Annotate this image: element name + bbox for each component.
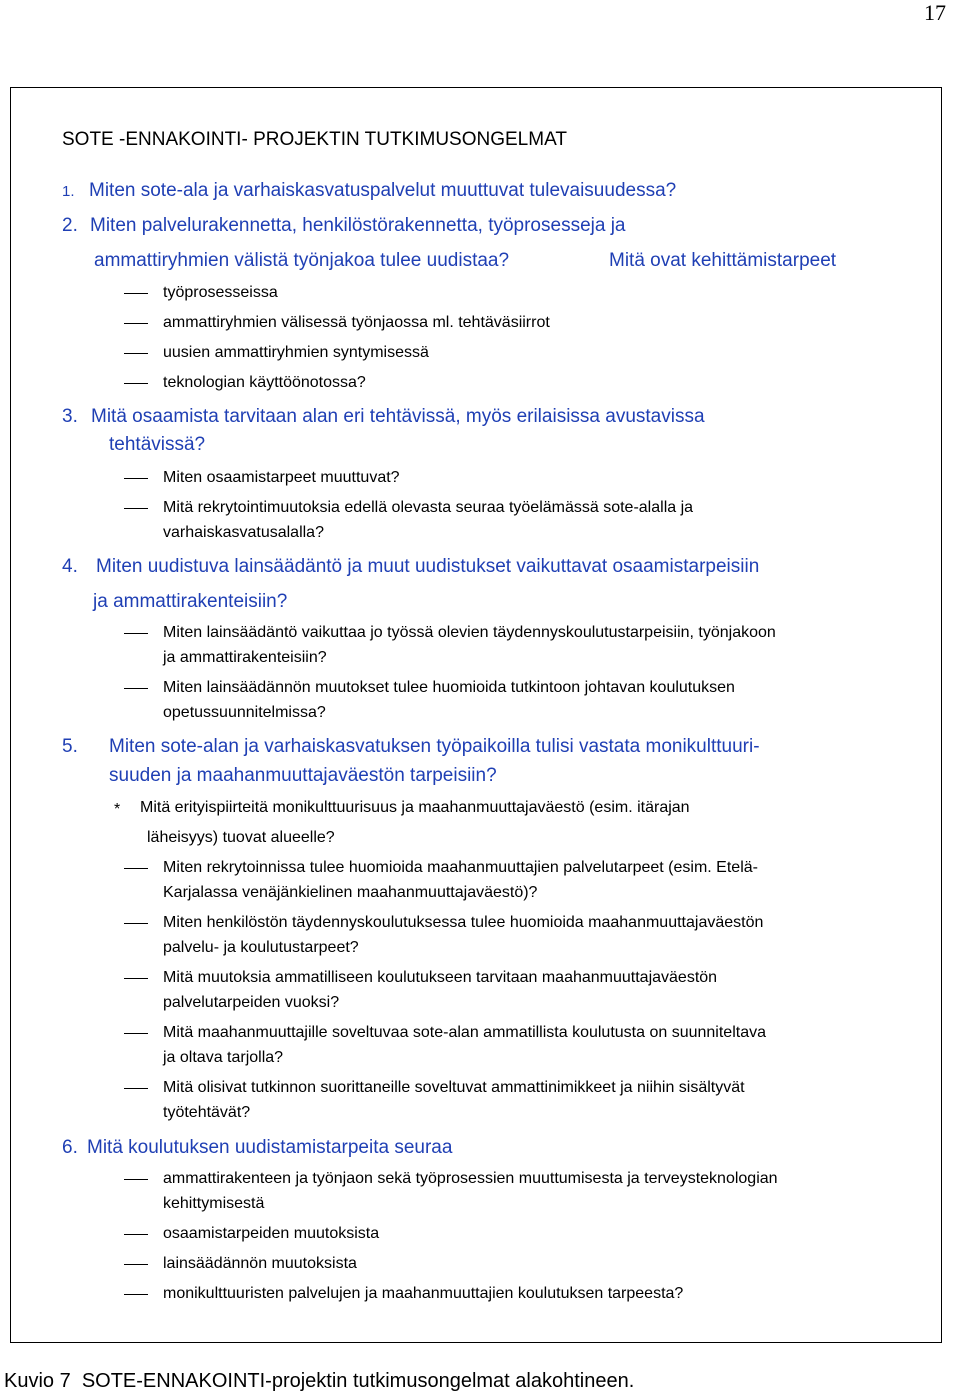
q6-item-3: lainsäädännön muutoksista bbox=[163, 1255, 357, 1272]
bullet-dash bbox=[124, 978, 148, 979]
bullet-dash bbox=[124, 1179, 148, 1180]
q2-line2b: Mitä ovat kehittämistarpeet bbox=[609, 250, 837, 271]
bullet-dash bbox=[124, 1234, 148, 1235]
q3-line2: tehtävissä? bbox=[109, 434, 206, 455]
q6-item-1-line2: kehittymisestä bbox=[163, 1195, 265, 1212]
q5-item-5-line2: työtehtävät? bbox=[163, 1104, 251, 1121]
q4-item-2-line2: opetussuunnitelmissa? bbox=[163, 704, 326, 721]
q2-item-3: uusien ammattiryhmien syntymisessä bbox=[163, 344, 429, 361]
bullet-dash bbox=[124, 508, 148, 509]
q5-item-3-line1: Mitä muutoksia ammatilliseen koulutukseen tarvitaan maahanmuuttajaväestön bbox=[163, 969, 718, 986]
q5-line1: Miten sote-alan ja varhaiskasvatuksen työpaikoilla tulisi vastata monikulttuuri- bbox=[109, 736, 760, 757]
q5-item-3-line2: palvelutarpeiden vuoksi? bbox=[163, 994, 340, 1011]
q3-item-1: Miten osaamistarpeet muuttuvat? bbox=[163, 469, 400, 486]
asterisk-bullet: * bbox=[114, 801, 121, 818]
q2-number: 2. bbox=[62, 215, 78, 236]
bullet-dash bbox=[124, 1033, 148, 1034]
q5-item-4-line1: Mitä maahanmuuttajille soveltuvaa sote-alan ammatillista koulutusta on suunniteltava bbox=[163, 1024, 766, 1041]
q5-item-1-line1: Miten rekrytoinnissa tulee huomioida maahanmuuttajien palvelutarpeet (esim. Etelä- bbox=[163, 859, 758, 876]
q5-item-1-line2: Karjalassa venäjänkielinen maahanmuuttajaväestö)? bbox=[163, 884, 538, 901]
bullet-dash bbox=[124, 1088, 148, 1089]
q4-item-1-line2: ja ammattirakenteisiin? bbox=[163, 649, 327, 666]
q5-item-4-line2: ja oltava tarjolla? bbox=[163, 1049, 284, 1066]
q3-item-2-line1: Mitä rekrytointimuutoksia edellä olevasta seuraa työelämässä sote-alalla ja bbox=[163, 499, 694, 516]
bullet-dash bbox=[124, 383, 148, 384]
bullet-dash bbox=[124, 633, 148, 634]
q5-item-2-line2: palvelu- ja koulutustarpeet? bbox=[163, 939, 359, 956]
bullet-dash bbox=[124, 1294, 148, 1295]
q1-number: 1. bbox=[62, 183, 75, 200]
q4-line1: Miten uudistuva lainsäädäntö ja muut uudistukset vaikuttavat osaamistarpeisiin bbox=[96, 556, 760, 577]
bullet-dash bbox=[124, 323, 148, 324]
bullet-dash bbox=[124, 868, 148, 869]
q5-number: 5. bbox=[62, 736, 78, 757]
bullet-dash bbox=[124, 353, 148, 354]
figure-caption: Kuvio 7 SOTE-ENNAKOINTI-projektin tutkimusongelmat alakohtineen. bbox=[4, 1370, 635, 1392]
q2-item-2: ammattiryhmien välisessä työnjaossa ml. tehtäväsiirrot bbox=[163, 314, 550, 331]
bullet-dash bbox=[124, 688, 148, 689]
q6-item-2: osaamistarpeiden muutoksista bbox=[163, 1225, 380, 1242]
q6-item-1-line1: ammattirakenteen ja työnjaon sekä työprosessien muuttumisesta ja terveysteknologian bbox=[163, 1170, 778, 1187]
page-number: 17 bbox=[924, 0, 946, 25]
q5-item-2-line1: Miten henkilöstön täydennyskoulutuksessa tulee huomioida maahanmuuttajaväestön bbox=[163, 914, 764, 931]
q4-item-1-line1: Miten lainsäädäntö vaikuttaa jo työssä olevien täydennyskoulutustarpeisiin, työnjakoon bbox=[163, 624, 776, 641]
q6-number: 6. bbox=[62, 1137, 78, 1158]
q3-line1: Mitä osaamista tarvitaan alan eri tehtävissä, myös erilaisissa avustavissa bbox=[91, 406, 705, 427]
q3-item-2-line2: varhaiskasvatusalalla? bbox=[163, 524, 324, 541]
q5-item-5-line1: Mitä olisivat tutkinnon suorittaneille soveltuvat ammattinimikkeet ja niihin sisältyvät bbox=[163, 1079, 745, 1096]
q3-number: 3. bbox=[62, 406, 78, 427]
bullet-dash bbox=[124, 293, 148, 294]
q2-line2: ammattiryhmien välistä työnjakoa tulee uudistaa? bbox=[94, 250, 510, 271]
bullet-dash bbox=[124, 1264, 148, 1265]
q4-item-2-line1: Miten lainsäädännön muutokset tulee huomioida tutkintoon johtavan koulutuksen bbox=[163, 679, 735, 696]
q6-item-4: monikulttuuristen palvelujen ja maahanmuuttajien koulutuksen tarpeesta? bbox=[163, 1285, 684, 1302]
q1-text: Miten sote-ala ja varhaiskasvatuspalvelut muuttuvat tulevaisuudessa? bbox=[89, 180, 677, 201]
q2-item-4: teknologian käyttöönotossa? bbox=[163, 374, 366, 391]
bullet-dash bbox=[124, 478, 148, 479]
q4-number: 4. bbox=[62, 556, 78, 577]
q5-star-item-line2: läheisyys) tuovat alueelle? bbox=[147, 829, 335, 846]
q5-star-item-line1: Mitä erityispiirteitä monikulttuurisuus ja maahanmuuttajaväestö (esim. itärajan bbox=[140, 799, 690, 816]
bullet-dash bbox=[124, 923, 148, 924]
q6-line1: Mitä koulutuksen uudistamistarpeita seuraa bbox=[87, 1137, 453, 1158]
q5-line2: suuden ja maahanmuuttajaväestön tarpeisiin? bbox=[109, 765, 497, 786]
q2-line1: Miten palvelurakennetta, henkilöstörakennetta, työprosesseja ja bbox=[90, 215, 626, 236]
page-title: SOTE -ENNAKOINTI- PROJEKTIN TUTKIMUSONGELMAT bbox=[62, 129, 567, 150]
q4-line2: ja ammattirakenteisiin? bbox=[93, 591, 288, 612]
q2-item-1: työprosesseissa bbox=[163, 284, 278, 301]
